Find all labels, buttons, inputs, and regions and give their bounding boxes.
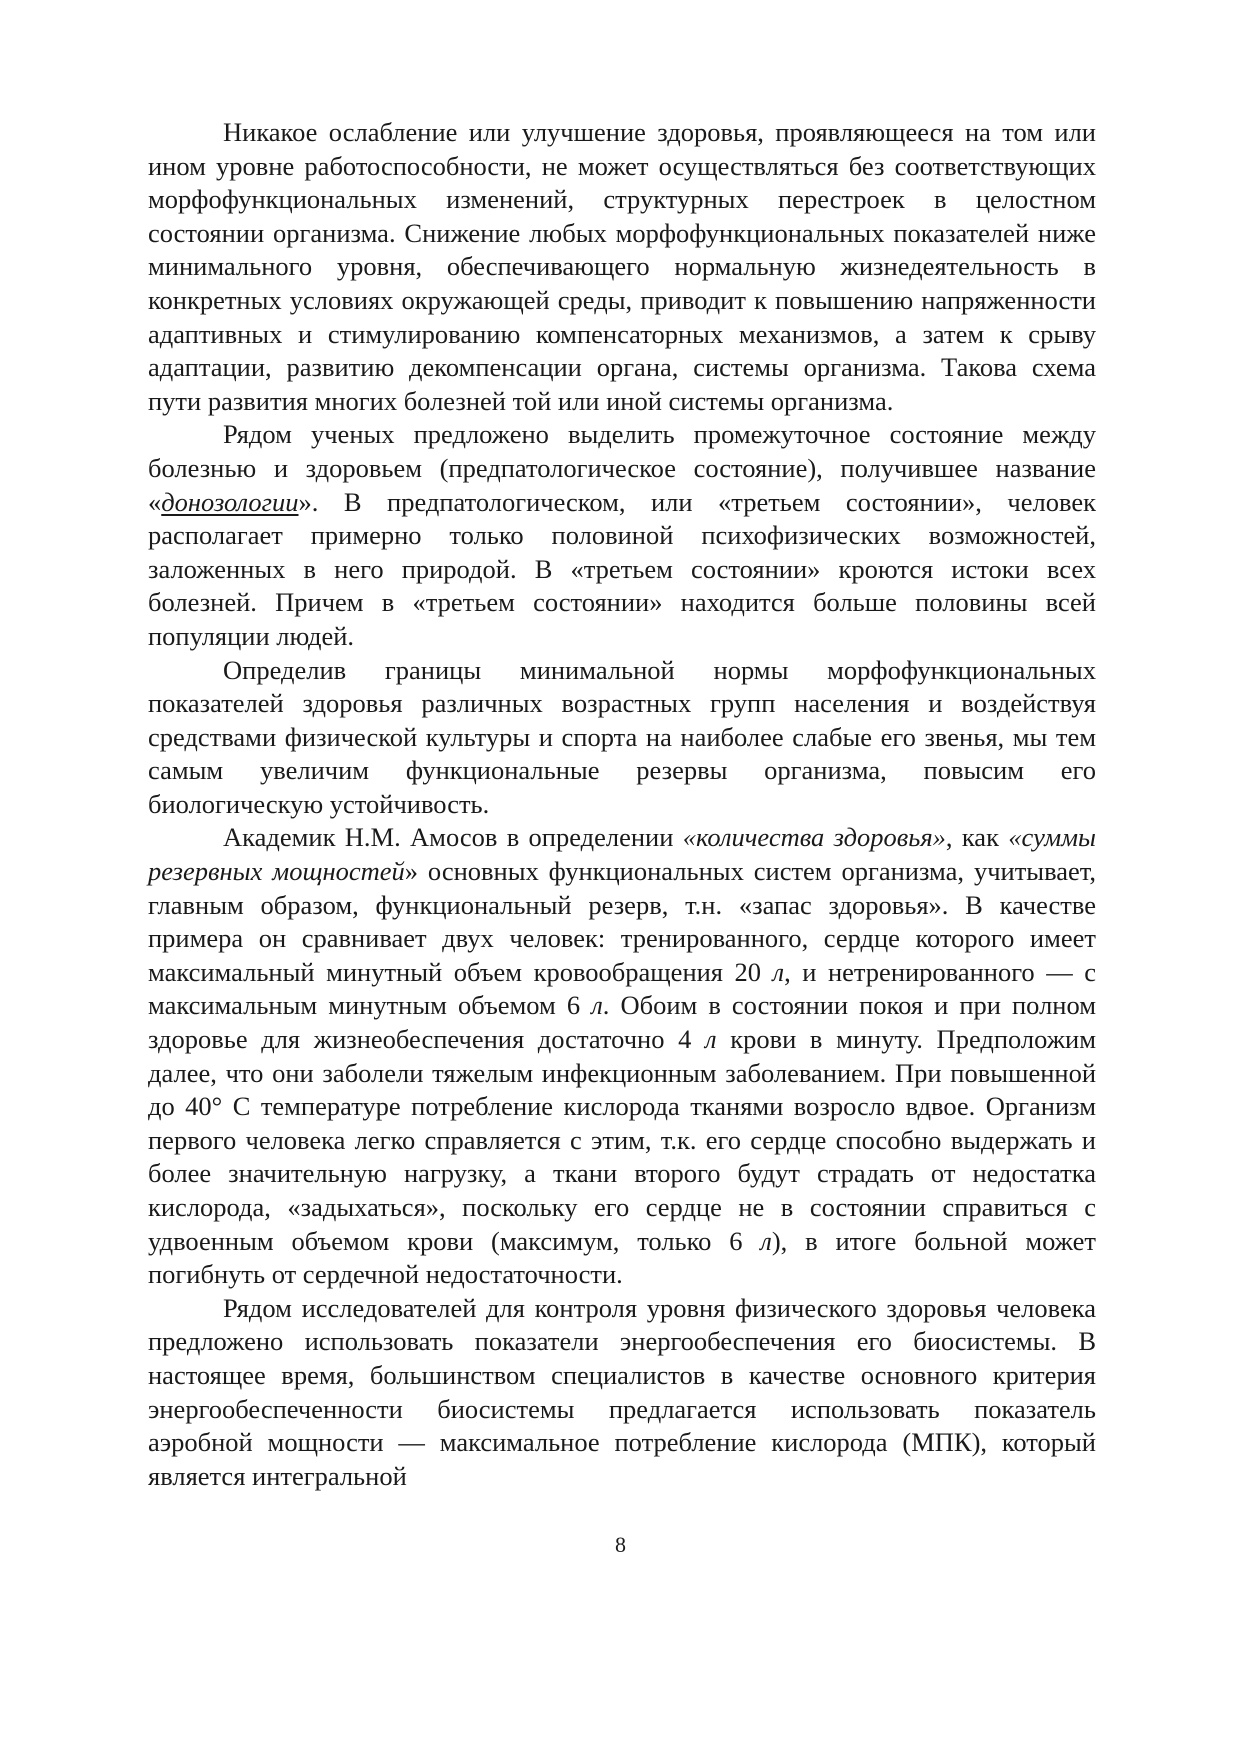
paragraph-text: , как xyxy=(945,822,1009,853)
page-number: 8 xyxy=(615,1532,626,1557)
paragraph-minimal-norm: Определив границы минимальной нормы морфофункциональных показателей здоровья различных возрастных групп населения и воздействуя средствами физической культуры и спорта на наиболее слабые его звенья, мы тем самым увеличим функциональные резервы организма, повысим его биологическую устойчивость. xyxy=(148,654,1096,819)
unit-liter: л xyxy=(591,990,603,1021)
paragraph-text: крови в минуту. Предположим далее, что они заболели тяжелым инфекционным заболеванием. При повышенной до 40° С температуре потребление кислорода тканями возросло вдвое. Организм первого человека легко справляется с этим, т.к. его сердце способно выдержать и более значительную нагрузку, а ткани второго будут страдать от недостатка кислорода, «задыхаться», поскольку его сердце не в состоянии справиться с удвоенным объемом крови (максимум, только 6 xyxy=(148,1024,1096,1256)
body-text xyxy=(148,116,1096,1493)
paragraph-text: , и нетренированного — с максимальным минутным объемом 6 xyxy=(148,956,1096,1021)
paragraph-prenosology xyxy=(148,418,1096,653)
paragraph-text: . Обоим в состоянии покоя и при полном здоровье для жизнеобеспечения достаточно 4 xyxy=(148,990,1096,1055)
paragraph-text: » основных функциональных систем организма, учитывает, главным образом, функциональный резерв, т.н. «запас здоровья». В качестве примера он сравнивает двух человек: тренированного, сердце которого имеет максимальный минутный объем кровообращения 20 xyxy=(148,856,1096,987)
unit-liter: л xyxy=(772,956,785,987)
paragraph-text: ), в итоге больной может погибнуть от сердечной недостаточности. xyxy=(148,1225,1096,1290)
paragraph-text: ». В предпатологическом, или «третьем состоянии», человек располагает примерно только половиной психофизических возможностей, заложенных в него природой. В «третьем состоянии» кроются истоки всех болезней. Причем в «третьем состоянии» находится больше половины всей популяции людей. xyxy=(148,486,1096,651)
term-prenosology: донозологии xyxy=(161,486,299,517)
emphasis-reserve-capacities: «суммы резервных мощностей xyxy=(148,822,1096,887)
unit-liter: л xyxy=(705,1024,717,1055)
paragraph-text: Академик Н.М. Амосов в определении xyxy=(223,822,683,853)
unit-liter: л xyxy=(760,1225,772,1256)
paragraph-health-weakening: Никакое ослабление или улучшение здоровья, проявляющееся на том или ином уровне работоспособности, не может осуществляться без соответствующих морфофункциональных изменений, структурных перестроек в целостном состоянии организма. Снижение любых морфофункциональных показателей ниже минимального уровня, обеспечивающего нормальную жизнедеятельность в конкретных условиях окружающей среды, приводит к повышению напряженности адаптивных и стимулированию компенсаторных механизмов, а затем к срыву адаптации, развитию декомпенсации органа, системы организма. Такова схема пути развития многих болезней той или иной системы организма. xyxy=(148,117,1096,416)
paragraph-amosov xyxy=(148,821,1096,1291)
paragraph-text: Рядом ученых предложено выделить промежуточное состояние между болезнью и здоровьем (предпатологическое состояние), получившее название « xyxy=(148,419,1096,517)
emphasis-health-quantity: «количества здоровья» xyxy=(682,822,946,853)
paragraph-energy-supply: Рядом исследователей для контроля уровня физического здоровья человека предложено использовать показатели энергообеспечения его биосистемы. В настоящее время, большинством специалистов в качестве основного критерия энергообеспеченности биосистемы предлагается использовать показатель аэробной мощности — максимальное потребление кислорода (МПК), который является интегральной xyxy=(148,1292,1096,1491)
